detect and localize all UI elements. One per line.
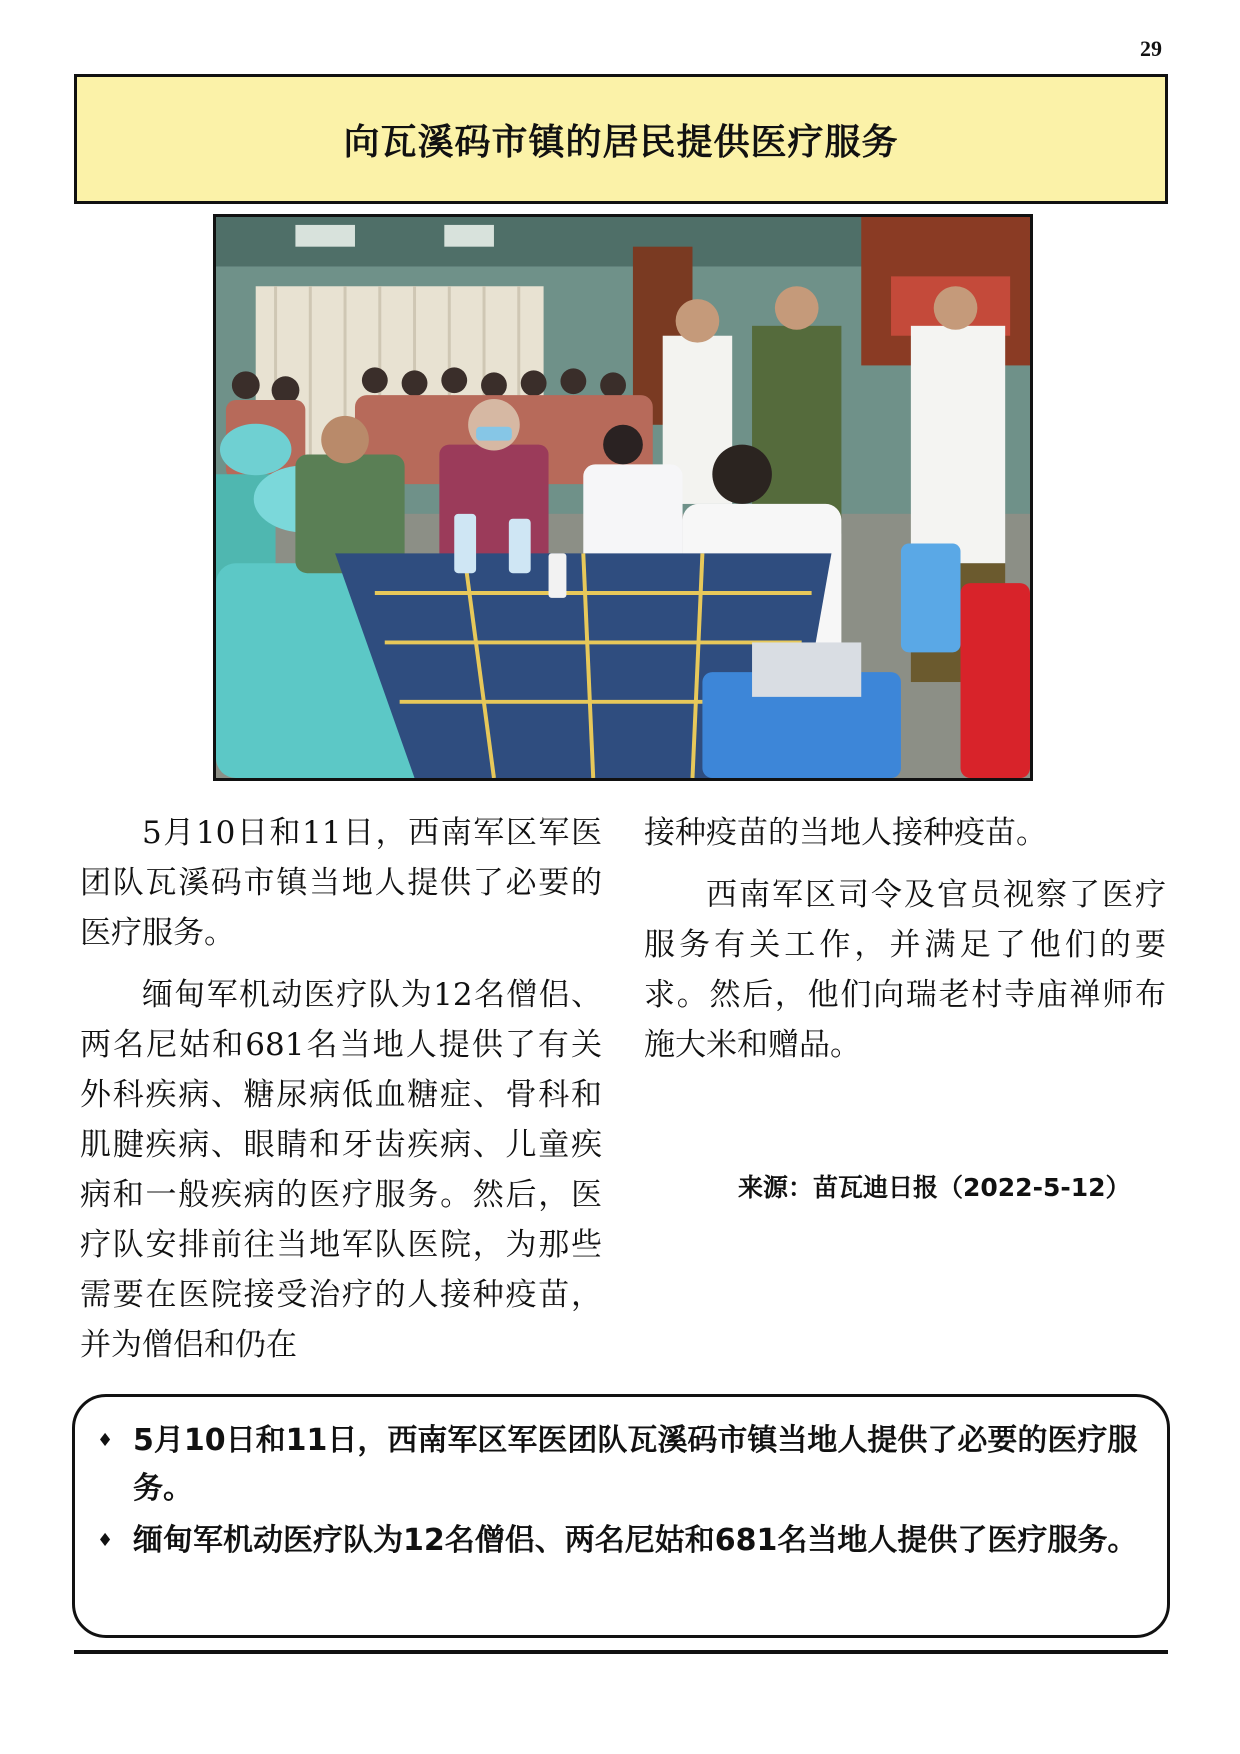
summary-box bbox=[72, 1394, 1170, 1638]
page-title: 向瓦溪码市镇的居民提供医疗服务 bbox=[343, 121, 899, 163]
page-number: 29 bbox=[1140, 36, 1162, 61]
summary-item-text: 5月10日和11日，西南军区军医团队瓦溪码市镇当地人提供了必要的医疗服务。 bbox=[133, 1423, 1138, 1506]
medical-camp-illustration bbox=[216, 217, 1030, 778]
title-banner bbox=[74, 74, 1168, 204]
right-column bbox=[644, 808, 1166, 1082]
diamond-bullet-icon: ♦ bbox=[97, 1530, 114, 1551]
article-body bbox=[80, 808, 1168, 1368]
summary-item-text: 缅甸军机动医疗队为12名僧侣、两名尼姑和681名当地人提供了医疗服务。 bbox=[133, 1523, 1138, 1558]
summary-list bbox=[97, 1417, 1145, 1565]
paragraph-services: 缅甸军机动医疗队为12名僧侣、两名尼姑和681名当地人提供了有关外科疾病、糖尿病低血糖症、骨科和肌腱疾病、眼睛和牙齿疾病、儿童疾病和一般疾病的医疗服务。然后，医疗队安排前往当地军队医院，为那些需要在医院接受治疗的人接种疫苗，并为僧侣和仍在 bbox=[80, 977, 602, 1363]
footer-divider bbox=[74, 1650, 1168, 1654]
paragraph-continuation: 接种疫苗的当地人接种疫苗。 bbox=[644, 815, 1047, 851]
left-column bbox=[80, 808, 602, 1382]
diamond-bullet-icon: ♦ bbox=[97, 1430, 114, 1451]
summary-item bbox=[97, 1517, 1145, 1565]
paragraph-inspection: 西南军区司令及官员视察了医疗服务有关工作，并满足了他们的要求。然后，他们向瑞老村寺庙禅师布施大米和赠品。 bbox=[644, 877, 1166, 1063]
paragraph-intro: 5月10日和11日，西南军区军医团队瓦溪码市镇当地人提供了必要的医疗服务。 bbox=[80, 815, 602, 951]
source-credit: 来源：苗瓦迪日报（2022-5-12） bbox=[738, 1173, 1131, 1202]
summary-item bbox=[97, 1417, 1145, 1513]
news-photo bbox=[213, 214, 1033, 781]
